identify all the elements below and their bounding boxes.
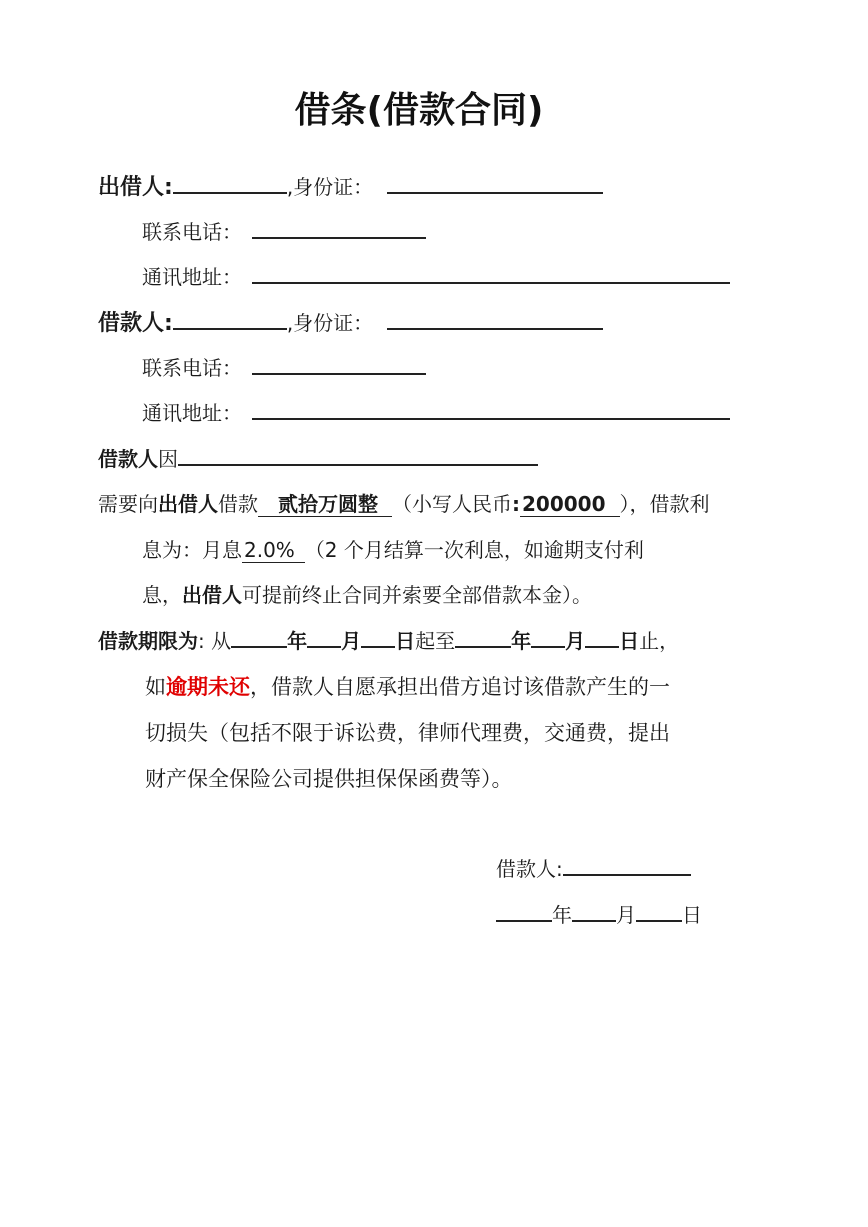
term-text: 切损失（包括不限于诉讼费，律师代理费，交通费，提出 [145,721,670,745]
loan-text: 息， [142,583,182,607]
reason-blank[interactable] [178,444,538,466]
loan-colon: : [512,492,520,516]
lender-name-blank[interactable] [173,172,287,194]
lender-phone-blank[interactable] [252,217,426,239]
loan-lender: 出借人 [182,583,242,607]
term-day: 日 [619,629,640,653]
term-line-3 [145,718,670,748]
loan-line-1 [98,489,710,519]
term-year: 年 [511,629,532,653]
sign-day-blank[interactable] [636,900,682,922]
signature-label: 借款人: [496,857,563,881]
borrower-address-label: 通讯地址： [142,401,242,425]
lender-id-label: ,身份证： [286,175,374,199]
borrower-name-blank[interactable] [173,308,287,330]
term-text: 财产保全保险公司提供担保保函费等）。 [145,767,513,791]
lender-phone-row [142,217,426,247]
loan-text: 可提前终止合同并索要全部借款本金）。 [242,583,592,607]
loan-line-3 [142,580,592,610]
term-text: 如 [145,675,166,699]
term-line-4 [145,764,513,794]
end-year-blank[interactable] [455,626,511,648]
borrower-address-blank[interactable] [252,398,730,420]
borrower-id-blank[interactable] [387,308,603,330]
lender-address-row [142,262,730,292]
term-month: 月 [341,629,362,653]
lender-row [98,172,603,203]
lender-label: 出借人: [98,175,173,200]
sign-year: 年 [552,903,572,927]
signature-date-row [496,900,702,930]
term-end: 止， [639,629,680,653]
loan-lender: 出借人 [158,492,218,516]
loan-text: ），借款利 [619,492,710,516]
loan-amount-words: 贰拾万圆整 [258,492,392,517]
loan-text: 借款 [218,492,258,516]
lender-address-label: 通讯地址： [142,265,242,289]
loan-text: 需要向 [98,492,158,516]
sign-year-blank[interactable] [496,900,552,922]
reason-borrower: 借款人 [98,447,158,471]
start-day-blank[interactable] [361,626,395,648]
lender-id-blank[interactable] [387,172,603,194]
borrower-row [98,308,603,339]
lender-phone-label: 联系电话： [142,220,242,244]
sign-day: 日 [682,903,702,927]
term-line-1 [98,626,679,656]
lender-address-blank[interactable] [252,262,730,284]
term-year: 年 [287,629,308,653]
borrower-phone-label: 联系电话： [142,356,242,380]
borrower-id-label: ,身份证： [286,311,374,335]
sign-month: 月 [616,903,636,927]
document-title: 借条(借款合同) [294,90,544,131]
term-line-2 [145,672,670,702]
term-from: : 从 [198,629,232,653]
loan-rate: 2.0% [242,538,305,563]
signature-blank[interactable] [563,854,691,876]
term-day: 日 [395,629,416,653]
term-text: ，借款人自愿承担出借方追讨该借款产生的一 [250,675,670,699]
term-label: 借款期限为 [98,629,198,653]
signature-row [496,854,691,884]
term-to: 起至 [415,629,456,653]
overdue-highlight: 逾期未还 [166,675,250,699]
loan-line-2 [142,535,644,565]
end-month-blank[interactable] [531,626,565,648]
loan-text: （小写人民币 [392,492,512,516]
start-month-blank[interactable] [307,626,341,648]
term-month: 月 [565,629,586,653]
reason-because: 因 [158,447,178,471]
borrower-label: 借款人: [98,311,173,336]
borrower-phone-blank[interactable] [252,353,426,375]
end-day-blank[interactable] [585,626,619,648]
loan-amount-number: 200000 [520,492,620,517]
sign-month-blank[interactable] [572,900,616,922]
borrower-phone-row [142,353,426,383]
start-year-blank[interactable] [231,626,287,648]
reason-row [98,444,538,474]
loan-text: （2 个月结算一次利息，如逾期支付利 [304,538,644,562]
loan-text: 息为：月息 [142,538,242,562]
borrower-address-row [142,398,730,428]
